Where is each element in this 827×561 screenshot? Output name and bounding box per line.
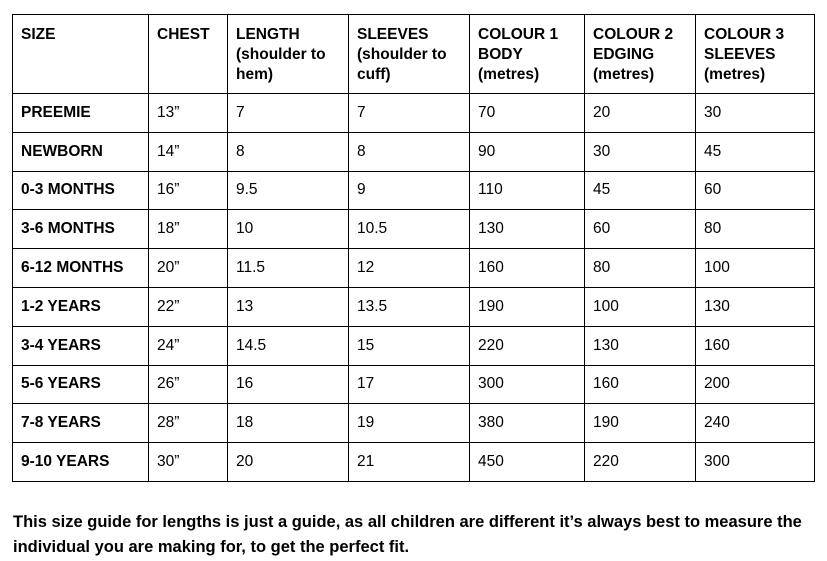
cell-size: 6-12 MONTHS bbox=[13, 249, 149, 288]
cell-colour-3-sleeves: 45 bbox=[696, 132, 815, 171]
table-row bbox=[13, 94, 815, 133]
cell-colour-2-edging: 60 bbox=[585, 210, 696, 249]
cell-sleeves: 9 bbox=[349, 171, 470, 210]
cell-size: PREEMIE bbox=[13, 94, 149, 133]
cell-colour-2-edging: 130 bbox=[585, 326, 696, 365]
cell-size: NEWBORN bbox=[13, 132, 149, 171]
cell-size: 9-10 YEARS bbox=[13, 443, 149, 482]
cell-colour-1-body: 380 bbox=[470, 404, 585, 443]
cell-sleeves: 19 bbox=[349, 404, 470, 443]
cell-sleeves: 21 bbox=[349, 443, 470, 482]
cell-colour-3-sleeves: 160 bbox=[696, 326, 815, 365]
cell-length: 16 bbox=[228, 365, 349, 404]
cell-chest: 18” bbox=[149, 210, 228, 249]
cell-colour-3-sleeves: 240 bbox=[696, 404, 815, 443]
cell-colour-3-sleeves: 30 bbox=[696, 94, 815, 133]
cell-sleeves: 7 bbox=[349, 94, 470, 133]
cell-chest: 16” bbox=[149, 171, 228, 210]
cell-colour-1-body: 220 bbox=[470, 326, 585, 365]
table-row bbox=[13, 171, 815, 210]
cell-chest: 13” bbox=[149, 94, 228, 133]
cell-size: 3-4 YEARS bbox=[13, 326, 149, 365]
cell-colour-1-body: 110 bbox=[470, 171, 585, 210]
cell-sleeves: 13.5 bbox=[349, 287, 470, 326]
header-row bbox=[13, 15, 815, 94]
table-row bbox=[13, 287, 815, 326]
cell-chest: 30” bbox=[149, 443, 228, 482]
cell-chest: 14” bbox=[149, 132, 228, 171]
table-row bbox=[13, 443, 815, 482]
cell-sleeves: 17 bbox=[349, 365, 470, 404]
cell-colour-1-body: 130 bbox=[470, 210, 585, 249]
cell-sleeves: 8 bbox=[349, 132, 470, 171]
header-colour-2-edging: COLOUR 2 EDGING (metres) bbox=[585, 15, 696, 94]
cell-length: 9.5 bbox=[228, 171, 349, 210]
table-body bbox=[13, 94, 815, 482]
size-guide-table bbox=[12, 14, 815, 482]
cell-colour-2-edging: 220 bbox=[585, 443, 696, 482]
cell-colour-2-edging: 45 bbox=[585, 171, 696, 210]
cell-colour-3-sleeves: 80 bbox=[696, 210, 815, 249]
cell-colour-2-edging: 20 bbox=[585, 94, 696, 133]
cell-length: 8 bbox=[228, 132, 349, 171]
table-row bbox=[13, 210, 815, 249]
cell-chest: 24” bbox=[149, 326, 228, 365]
cell-chest: 26” bbox=[149, 365, 228, 404]
cell-size: 0-3 MONTHS bbox=[13, 171, 149, 210]
cell-length: 13 bbox=[228, 287, 349, 326]
cell-colour-1-body: 70 bbox=[470, 94, 585, 133]
cell-sleeves: 15 bbox=[349, 326, 470, 365]
cell-size: 5-6 YEARS bbox=[13, 365, 149, 404]
cell-length: 18 bbox=[228, 404, 349, 443]
header-colour-3-sleeves: COLOUR 3 SLEEVES (metres) bbox=[696, 15, 815, 94]
cell-size: 3-6 MONTHS bbox=[13, 210, 149, 249]
cell-sleeves: 10.5 bbox=[349, 210, 470, 249]
cell-chest: 28” bbox=[149, 404, 228, 443]
cell-colour-1-body: 300 bbox=[470, 365, 585, 404]
cell-length: 14.5 bbox=[228, 326, 349, 365]
cell-length: 20 bbox=[228, 443, 349, 482]
cell-colour-2-edging: 160 bbox=[585, 365, 696, 404]
cell-colour-3-sleeves: 60 bbox=[696, 171, 815, 210]
header-colour-1-body: COLOUR 1 BODY (metres) bbox=[470, 15, 585, 94]
cell-size: 1-2 YEARS bbox=[13, 287, 149, 326]
cell-colour-2-edging: 190 bbox=[585, 404, 696, 443]
table-row bbox=[13, 249, 815, 288]
cell-chest: 22” bbox=[149, 287, 228, 326]
cell-colour-1-body: 190 bbox=[470, 287, 585, 326]
cell-colour-3-sleeves: 300 bbox=[696, 443, 815, 482]
cell-colour-3-sleeves: 200 bbox=[696, 365, 815, 404]
cell-colour-3-sleeves: 100 bbox=[696, 249, 815, 288]
size-guide-note: This size guide for lengths is just a guide, as all children are different it’s always best to measure the individual you are making for, to get the perfect fit. bbox=[13, 513, 802, 556]
cell-colour-3-sleeves: 130 bbox=[696, 287, 815, 326]
cell-chest: 20” bbox=[149, 249, 228, 288]
cell-colour-2-edging: 80 bbox=[585, 249, 696, 288]
header-size: SIZE bbox=[13, 15, 149, 94]
cell-colour-1-body: 450 bbox=[470, 443, 585, 482]
table-row bbox=[13, 404, 815, 443]
cell-length: 10 bbox=[228, 210, 349, 249]
header-sleeves: SLEEVES (shoulder to cuff) bbox=[349, 15, 470, 94]
cell-sleeves: 12 bbox=[349, 249, 470, 288]
cell-length: 11.5 bbox=[228, 249, 349, 288]
cell-colour-1-body: 160 bbox=[470, 249, 585, 288]
cell-colour-2-edging: 30 bbox=[585, 132, 696, 171]
table-row bbox=[13, 365, 815, 404]
table-row bbox=[13, 326, 815, 365]
cell-length: 7 bbox=[228, 94, 349, 133]
cell-colour-1-body: 90 bbox=[470, 132, 585, 171]
header-chest: CHEST bbox=[149, 15, 228, 94]
cell-size: 7-8 YEARS bbox=[13, 404, 149, 443]
cell-colour-2-edging: 100 bbox=[585, 287, 696, 326]
header-length: LENGTH (shoulder to hem) bbox=[228, 15, 349, 94]
table-row bbox=[13, 132, 815, 171]
table-header bbox=[13, 15, 815, 94]
